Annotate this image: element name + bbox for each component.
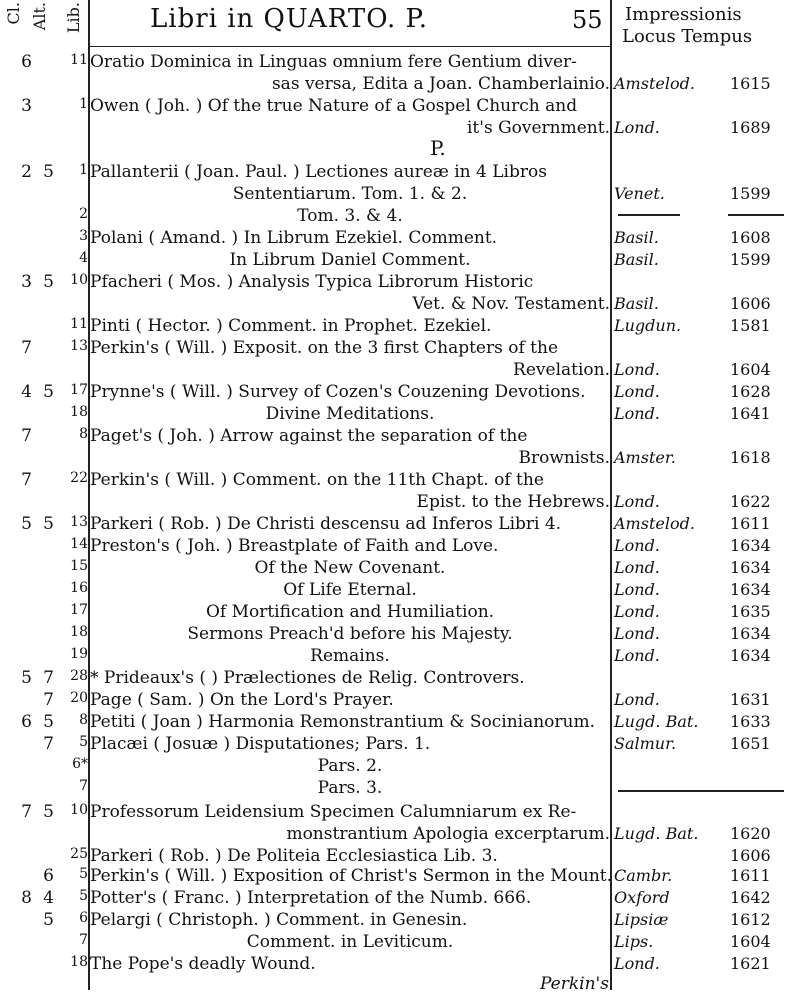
- list-item: [0, 382, 788, 404]
- list-item: [0, 448, 788, 470]
- entry-alt: 5: [43, 514, 54, 534]
- entry-text: Pinti ( Hector. ) Comment. in Prophet. Ezekiel.: [90, 316, 492, 336]
- list-item: [0, 426, 788, 448]
- entry-lib: 5: [79, 734, 88, 750]
- entry-cl: 5: [21, 514, 32, 534]
- entry-locus: Lond.: [614, 624, 660, 643]
- entry-lib: 17: [70, 382, 88, 398]
- entry-text: Remains.: [310, 646, 390, 666]
- list-item: [0, 602, 788, 624]
- impression-header: Impressionis: [625, 4, 742, 25]
- entry-lib: 22: [70, 470, 88, 486]
- entry-alt: 7: [43, 734, 54, 754]
- list-item: [0, 96, 788, 118]
- list-item: [0, 470, 788, 492]
- entry-locus: Basil.: [614, 294, 659, 313]
- entry-tempus: 1606: [730, 846, 771, 865]
- entry-text: Oratio Dominica in Linguas omnium fere Gentium diver-: [90, 52, 577, 72]
- entry-lib: 1: [79, 162, 88, 178]
- entry-text: Of Life Eternal.: [283, 580, 417, 600]
- entry-alt: 7: [43, 668, 54, 688]
- entry-lib: 8: [79, 712, 88, 728]
- list-item: [0, 954, 788, 976]
- entry-lib: 5: [79, 866, 88, 882]
- entry-locus: Lond.: [614, 954, 660, 973]
- list-item: [0, 846, 788, 868]
- entry-tempus: 1628: [730, 382, 771, 401]
- list-item: [0, 778, 788, 800]
- entry-tempus: 1689: [730, 118, 771, 137]
- entry-lib: 14: [70, 536, 88, 552]
- list-item: [0, 910, 788, 932]
- entry-lib: 13: [70, 338, 88, 354]
- entry-tempus: 1651: [730, 734, 771, 753]
- entry-locus: Venet.: [614, 184, 665, 203]
- entry-lib: 4: [79, 250, 88, 266]
- column-header-lib: Lib.: [64, 2, 83, 34]
- entry-lib: 3: [79, 228, 88, 244]
- entry-lib: 6: [79, 910, 88, 926]
- entry-text: Tom. 3. & 4.: [297, 206, 403, 226]
- list-item: [0, 690, 788, 712]
- entry-tempus: 1581: [730, 316, 771, 335]
- list-item: [0, 756, 788, 778]
- entry-locus: Lond.: [614, 382, 660, 401]
- entry-text: Petiti ( Joan ) Harmonia Remonstrantium & Socinianorum.: [90, 712, 596, 732]
- entry-lib: 10: [70, 272, 88, 288]
- list-item: [0, 316, 788, 338]
- entry-text: Pars. 2.: [317, 756, 383, 776]
- list-item: [0, 712, 788, 734]
- header-rule: [88, 46, 612, 47]
- list-item: [0, 272, 788, 294]
- entry-text: Sententiarum. Tom. 1. & 2.: [232, 184, 468, 204]
- entry-locus: Lond.: [614, 118, 660, 137]
- entry-lib: 11: [70, 316, 88, 332]
- entry-alt: 5: [43, 272, 54, 292]
- entry-text: Revelation.: [513, 360, 610, 380]
- list-item: [0, 536, 788, 558]
- entry-alt: 4: [43, 888, 54, 908]
- list-item: [0, 824, 788, 846]
- entry-cl: 7: [21, 470, 32, 490]
- entry-tempus: 1633: [730, 712, 771, 731]
- entry-locus: Lond.: [614, 404, 660, 423]
- entry-cl: 5: [21, 668, 32, 688]
- list-item: [0, 206, 788, 228]
- entry-text: Epist. to the Hebrews.: [416, 492, 610, 512]
- list-item: [0, 404, 788, 426]
- entry-cl: 3: [21, 96, 32, 116]
- entry-locus: Oxford: [614, 888, 670, 907]
- page-number: 55: [572, 6, 603, 34]
- entry-locus: Amster.: [614, 448, 676, 467]
- entry-text: Comment. in Leviticum.: [246, 932, 454, 952]
- entry-tempus: 1611: [730, 866, 771, 885]
- entry-tempus: 1608: [730, 228, 771, 247]
- entry-locus: Basil.: [614, 250, 659, 269]
- entry-tempus: 1634: [730, 646, 771, 665]
- entry-locus: Cambr.: [614, 866, 673, 885]
- list-item: [0, 646, 788, 668]
- entry-text: Of the New Covenant.: [254, 558, 446, 578]
- entry-text: Vet. & Nov. Testament.: [412, 294, 610, 314]
- list-item: [0, 624, 788, 646]
- entry-text: Pallanterii ( Joan. Paul. ) Lectiones aureæ in 4 Libros: [90, 162, 547, 182]
- list-item: [0, 580, 788, 602]
- list-item: [0, 802, 788, 824]
- entry-locus: Lond.: [614, 360, 660, 379]
- entry-lib: 7: [79, 932, 88, 948]
- entry-tempus: 1606: [730, 294, 771, 313]
- entry-text: Preston's ( Joh. ) Breastplate of Faith and Love.: [90, 536, 499, 556]
- entry-cl: 4: [21, 382, 32, 402]
- entry-locus: Amstelod.: [614, 74, 695, 93]
- list-item: [0, 866, 788, 888]
- entry-text: Potter's ( Franc. ) Interpretation of the Numb. 666.: [90, 888, 532, 908]
- entry-cl: 8: [21, 888, 32, 908]
- page-title: Libri in QUARTO. P.: [150, 4, 429, 34]
- entry-lib: 13: [70, 514, 88, 530]
- entry-alt: 6: [43, 866, 54, 886]
- entry-text: Polani ( Amand. ) In Librum Ezekiel. Comment.: [90, 228, 498, 248]
- list-item: [0, 74, 788, 96]
- entry-tempus: 1604: [730, 932, 771, 951]
- entry-tempus: 1642: [730, 888, 771, 907]
- entry-tempus: 1611: [730, 514, 771, 533]
- entry-lib: 20: [70, 690, 88, 706]
- entry-locus: Lond.: [614, 492, 660, 511]
- entry-text: Perkin's ( Will. ) Exposition of Christ's Sermon in the Mount.: [90, 866, 613, 886]
- entry-cl: 7: [21, 802, 32, 822]
- entry-lib: 19: [70, 646, 88, 662]
- list-item: [0, 118, 788, 140]
- entry-locus: Lips.: [614, 932, 654, 951]
- entry-tempus: 1599: [730, 250, 771, 269]
- entry-alt: 5: [43, 910, 54, 930]
- entry-locus: Lond.: [614, 690, 660, 709]
- entry-text: Page ( Sam. ) On the Lord's Prayer.: [90, 690, 394, 710]
- entry-lib: 6*: [72, 756, 88, 772]
- entry-lib: 16: [70, 580, 88, 596]
- entry-locus: Lugd. Bat.: [614, 712, 699, 731]
- entry-alt: 5: [43, 802, 54, 822]
- list-item: [0, 492, 788, 514]
- column-header-alt: Alt.: [30, 2, 49, 31]
- entry-tempus: 1615: [730, 74, 771, 93]
- entry-text: In Librum Daniel Comment.: [229, 250, 471, 270]
- entry-locus: Basil.: [614, 228, 659, 247]
- entry-cl: 7: [21, 338, 32, 358]
- entry-lib: 8: [79, 426, 88, 442]
- entry-lib: 15: [70, 558, 88, 574]
- entry-text: Owen ( Joh. ) Of the true Nature of a Gospel Church and: [90, 96, 578, 116]
- entry-alt: 5: [43, 712, 54, 732]
- entry-lib: 10: [70, 802, 88, 818]
- entry-cl: 3: [21, 272, 32, 292]
- entry-text: Prynne's ( Will. ) Survey of Cozen's Couzening Devotions.: [90, 382, 586, 402]
- entry-alt: 7: [43, 690, 54, 710]
- entry-locus: Lond.: [614, 558, 660, 577]
- section-letter: P.: [430, 136, 446, 160]
- entry-tempus: 1618: [730, 448, 771, 467]
- list-item: [0, 668, 788, 690]
- entry-lib: 18: [70, 954, 88, 970]
- entry-tempus: 1631: [730, 690, 771, 709]
- entry-locus: Lond.: [614, 536, 660, 555]
- list-item: [0, 888, 788, 910]
- entry-tempus: 1634: [730, 536, 771, 555]
- entry-text: Of Mortification and Humiliation.: [205, 602, 495, 622]
- entry-lib: 1: [79, 96, 88, 112]
- entry-cl: 2: [21, 162, 32, 182]
- entry-text: Perkin's ( Will. ) Comment. on the 11th Chapt. of the: [90, 470, 544, 490]
- list-item: [0, 184, 788, 206]
- locus-tempus-header: Locus Tempus: [622, 26, 753, 47]
- entry-text: Divine Meditations.: [265, 404, 435, 424]
- entry-tempus: 1612: [730, 910, 771, 929]
- list-item: [0, 734, 788, 756]
- entry-text: Parkeri ( Rob. ) De Christi descensu ad Inferos Libri 4.: [90, 514, 562, 534]
- entry-text: Brownists.: [518, 448, 610, 468]
- list-item: [0, 250, 788, 272]
- entry-tempus: 1634: [730, 580, 771, 599]
- entry-lib: 25: [70, 846, 88, 862]
- entry-text: Placæi ( Josuæ ) Disputationes; Pars. 1.: [90, 734, 431, 754]
- list-item: [0, 932, 788, 954]
- entry-tempus: 1635: [730, 602, 771, 621]
- entry-lib: 18: [70, 624, 88, 640]
- entry-locus: Lugd. Bat.: [614, 824, 699, 843]
- list-item: [0, 52, 788, 74]
- entry-lib: 2: [79, 206, 88, 222]
- entry-tempus: 1622: [730, 492, 771, 511]
- entry-text: Parkeri ( Rob. ) De Politeia Ecclesiastica Lib. 3.: [90, 846, 498, 866]
- list-item: [0, 558, 788, 580]
- entry-tempus: 1634: [730, 558, 771, 577]
- entry-locus: Lond.: [614, 646, 660, 665]
- entry-tempus: 1634: [730, 624, 771, 643]
- entry-locus: Amstelod.: [614, 514, 695, 533]
- entry-alt: 5: [43, 162, 54, 182]
- list-item: [0, 360, 788, 382]
- entry-text: it's Government.: [467, 118, 610, 138]
- entry-locus: Lipsiæ: [614, 910, 669, 929]
- entry-text: Paget's ( Joh. ) Arrow against the separation of the: [90, 426, 528, 446]
- list-item: [0, 514, 788, 536]
- entry-tempus: 1604: [730, 360, 771, 379]
- entry-text: monstrantium Apologia excerptarum.: [286, 824, 610, 844]
- entry-locus: Lond.: [614, 602, 660, 621]
- catchword: Perkin's: [540, 974, 609, 994]
- entry-locus: Salmur.: [614, 734, 677, 753]
- entry-cl: 7: [21, 426, 32, 446]
- entry-tempus: 1599: [730, 184, 771, 203]
- entry-lib: 11: [70, 52, 88, 68]
- entry-locus: Lond.: [614, 580, 660, 599]
- entry-text: The Pope's deadly Wound.: [90, 954, 316, 974]
- entry-lib: 18: [70, 404, 88, 420]
- entry-lib: 17: [70, 602, 88, 618]
- entry-text: Pelargi ( Christoph. ) Comment. in Genesin.: [90, 910, 468, 930]
- entry-text: Sermons Preach'd before his Majesty.: [187, 624, 513, 644]
- entry-tempus: 1620: [730, 824, 771, 843]
- entry-text: Professorum Leidensium Specimen Calumniarum ex Re-: [90, 802, 577, 822]
- entry-lib: 5: [79, 888, 88, 904]
- list-item: [0, 228, 788, 250]
- entry-cl: 6: [21, 52, 32, 72]
- entry-text: Pars. 3.: [317, 778, 383, 798]
- entry-text: * Prideaux's ( ) Prælectiones de Relig. Controvers.: [90, 668, 525, 688]
- entry-alt: 5: [43, 382, 54, 402]
- entry-text: Pfacheri ( Mos. ) Analysis Typica Librorum Historic: [90, 272, 534, 292]
- list-item: [0, 294, 788, 316]
- list-item: [0, 162, 788, 184]
- entry-lib: 28: [70, 668, 88, 684]
- entry-tempus: 1621: [730, 954, 771, 973]
- entry-tempus: 1641: [730, 404, 771, 423]
- entry-locus: Lugdun.: [614, 316, 682, 335]
- list-item: [0, 338, 788, 360]
- entry-cl: 6: [21, 712, 32, 732]
- entry-text: sas versa, Edita a Joan. Chamberlainio.: [271, 74, 610, 94]
- entry-text: Perkin's ( Will. ) Exposit. on the 3 first Chapters of the: [90, 338, 558, 358]
- column-header-cl: Cl.: [4, 2, 23, 25]
- entry-lib: 7: [79, 778, 88, 794]
